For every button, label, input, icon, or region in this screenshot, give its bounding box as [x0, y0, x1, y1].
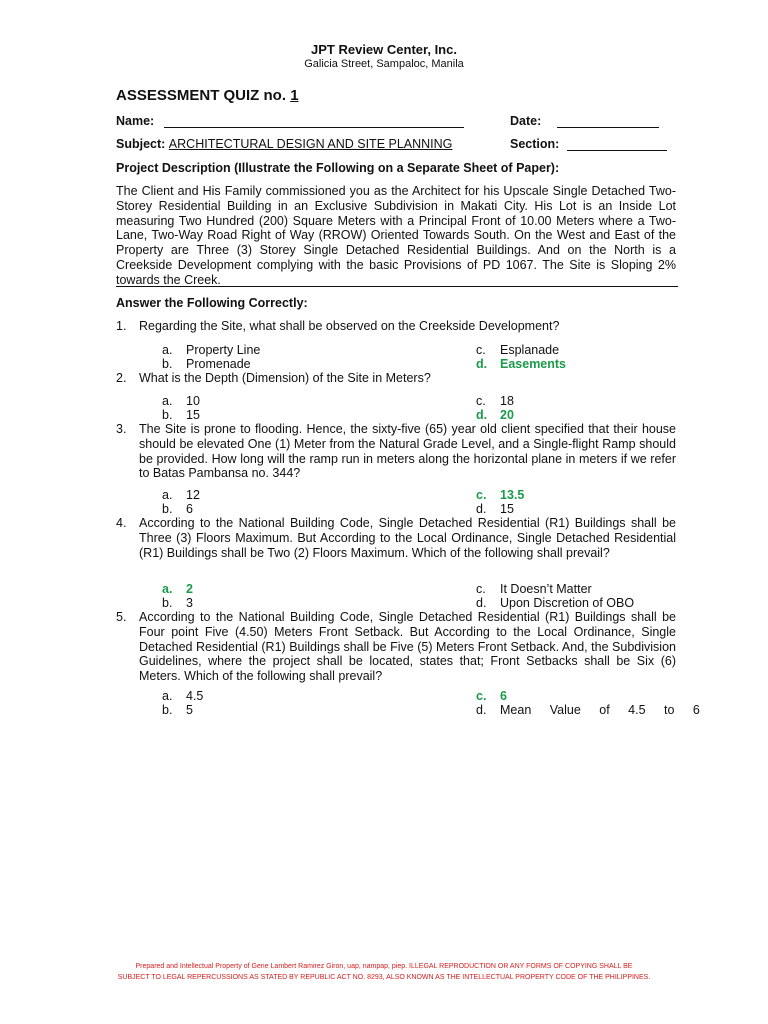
option-5a[interactable] — [162, 689, 203, 704]
option-5b[interactable] — [162, 703, 193, 718]
question-text: According to the National Building Code, Single Detached Residential (R1) Buildings shall be Four point Five (4.50) Meters Front Setback. But According to the Local Ordinance, Single Detached Residential (R1) Buildings shall be Five (5) Meters Front Setback. And, the Subdivision Guidelines, where the project shall be located, states that; Front Setbacks shall be Six (6) Meters. Which of the following shall prevail? — [139, 610, 676, 684]
option-letter: a. — [162, 394, 173, 408]
date-label: Date: — [510, 114, 542, 128]
option-3d[interactable] — [476, 502, 514, 517]
quiz-title — [116, 87, 299, 104]
option-text: 13.5 — [500, 488, 525, 502]
option-3c[interactable] — [476, 488, 524, 503]
quiz-title-prefix: ASSESSMENT QUIZ no. — [116, 87, 287, 104]
answers-heading: Answer the Following Correctly: — [116, 296, 308, 310]
question-text: What is the Depth (Dimension) of the Site in Meters? — [139, 371, 431, 385]
option-text: 4.5 — [186, 689, 204, 703]
date-field — [510, 114, 659, 128]
option-1d[interactable] — [476, 357, 566, 372]
option-text: 15 — [500, 502, 514, 516]
quiz-number: 1 — [290, 87, 299, 104]
option-2b[interactable] — [162, 408, 200, 423]
option-letter: d. — [476, 408, 488, 422]
name-date-row — [116, 114, 542, 128]
option-letter: a. — [162, 689, 173, 703]
option-text: 12 — [186, 488, 200, 502]
question-number: 3. — [116, 422, 127, 436]
option-letter: a. — [162, 488, 173, 502]
option-text: Mean Value of 4.5 to 6 — [500, 703, 700, 717]
section-field — [510, 137, 667, 151]
option-text: 15 — [186, 408, 200, 422]
footer-line-2: SUBJECT TO LEGAL REPERCUSSIONS AS STATED BY REPUBLIC ACT NO. 8293, ALSO KNOWN AS THE INTELLECTUAL PROPERTY CODE OF THE PHILIPPINES. — [117, 974, 651, 981]
option-2a[interactable] — [162, 394, 200, 409]
option-text: Esplanade — [500, 343, 560, 357]
option-letter: c. — [476, 689, 487, 703]
option-3a[interactable] — [162, 488, 200, 503]
option-5c[interactable] — [476, 689, 507, 704]
company-address: Galicia Street, Sampaloc, Manila — [304, 58, 464, 70]
project-heading: Project Description (Illustrate the Following on a Separate Sheet of Paper): — [116, 161, 560, 175]
subject-label: Subject: — [116, 137, 166, 151]
option-3b[interactable] — [162, 502, 193, 517]
option-letter: b. — [162, 596, 173, 610]
name-blank — [164, 115, 464, 128]
option-letter: c. — [476, 394, 486, 408]
divider — [116, 286, 678, 287]
section-label: Section: — [510, 137, 560, 151]
option-1c[interactable] — [476, 343, 559, 358]
footer-line-1: Prepared and Intellectual Property of Gene Lambert Ramirez Giron, uap, nampap, piep. ILLEGAL REPRODUCTION OR ANY FORMS OF COPYING SHALL BE — [135, 963, 633, 970]
option-text: 10 — [186, 394, 200, 408]
copyright-footer — [0, 961, 768, 983]
option-text: 6 — [186, 502, 193, 516]
option-letter: b. — [162, 408, 173, 422]
option-letter: d. — [476, 596, 487, 610]
option-letter: d. — [476, 502, 487, 516]
option-text: 6 — [500, 689, 507, 703]
option-letter: b. — [162, 703, 173, 717]
option-5d[interactable] — [476, 703, 700, 718]
subject-section-row — [116, 137, 560, 151]
option-2c[interactable] — [476, 394, 514, 409]
option-4a[interactable] — [162, 582, 193, 597]
option-1b[interactable] — [162, 357, 251, 372]
option-text: It Doesn’t Matter — [500, 582, 592, 596]
name-label: Name: — [116, 114, 155, 128]
question-text: According to the National Building Code, Single Detached Residential (R1) Buildings shall be Three (3) Floors Maximum. But According to the Local Ordinance, Single Detached Residential (R1) Buildings shall be Two (2) Floors Maximum. Which of the following shall prevail? — [139, 516, 676, 560]
question-number: 1. — [116, 319, 127, 333]
option-text: 20 — [500, 408, 514, 422]
question-3 — [116, 422, 676, 481]
question-4 — [116, 516, 676, 560]
option-text: 18 — [500, 394, 514, 408]
question-number: 4. — [116, 516, 127, 530]
option-letter: d. — [476, 703, 487, 717]
option-text: 2 — [186, 582, 193, 596]
question-number: 2. — [116, 371, 127, 385]
option-text: 3 — [186, 596, 193, 610]
option-2d[interactable] — [476, 408, 514, 423]
option-letter: b. — [162, 502, 173, 516]
option-letter: a. — [162, 582, 173, 596]
project-description: The Client and His Family commissioned you as the Architect for his Upscale Single Detached Two-Storey Residential Building in an Exclusive Subdivision in Makati City. His Lot is an Inside Lot measuring Two Hundred (200) Square Meters with a Principal Front of 10.00 Meters where a Two-Lane, Two-Way Road Right of Way (RROW) Oriented Towards South. On the West and East of the Property are Three (3) Storey Single Detached Residential Buildings. And on the North is a Creekside Development complying with the basic Provisions of PD 1067. The Site is Sloping 2% towards the Creek. — [116, 184, 676, 287]
option-letter: b. — [162, 357, 173, 371]
question-text: The Site is prone to flooding. Hence, the sixty-five (65) year old client specified that their house should be elevated One (1) Meter from the Natural Grade Level, and a Single-flight Ramp should be provided. How long will the ramp run in meters along the horizontal plane in meters if we refer to Batas Pambansa no. 344? — [139, 422, 676, 481]
company-name: JPT Review Center, Inc. — [311, 42, 457, 57]
date-blank — [557, 115, 659, 128]
option-4c[interactable] — [476, 582, 592, 597]
question-2 — [116, 371, 676, 386]
question-number: 5. — [116, 610, 127, 624]
option-letter: d. — [476, 357, 488, 371]
option-text: Upon Discretion of OBO — [500, 596, 635, 610]
option-text: Property Line — [186, 343, 261, 357]
option-letter: c. — [476, 343, 486, 357]
option-letter: c. — [476, 582, 486, 596]
option-text: 5 — [186, 703, 193, 717]
subject-value: ARCHITECTURAL DESIGN AND SITE PLANNING — [168, 137, 453, 151]
option-text: Promenade — [186, 357, 251, 371]
section-blank — [567, 138, 667, 151]
option-letter: c. — [476, 488, 487, 502]
option-1a[interactable] — [162, 343, 260, 358]
question-5 — [116, 610, 676, 684]
option-letter: a. — [162, 343, 173, 357]
question-text: Regarding the Site, what shall be observed on the Creekside Development? — [139, 319, 560, 333]
option-text: Easements — [500, 357, 567, 371]
option-4b[interactable] — [162, 596, 193, 611]
question-1 — [116, 319, 676, 334]
option-4d[interactable] — [476, 596, 634, 611]
